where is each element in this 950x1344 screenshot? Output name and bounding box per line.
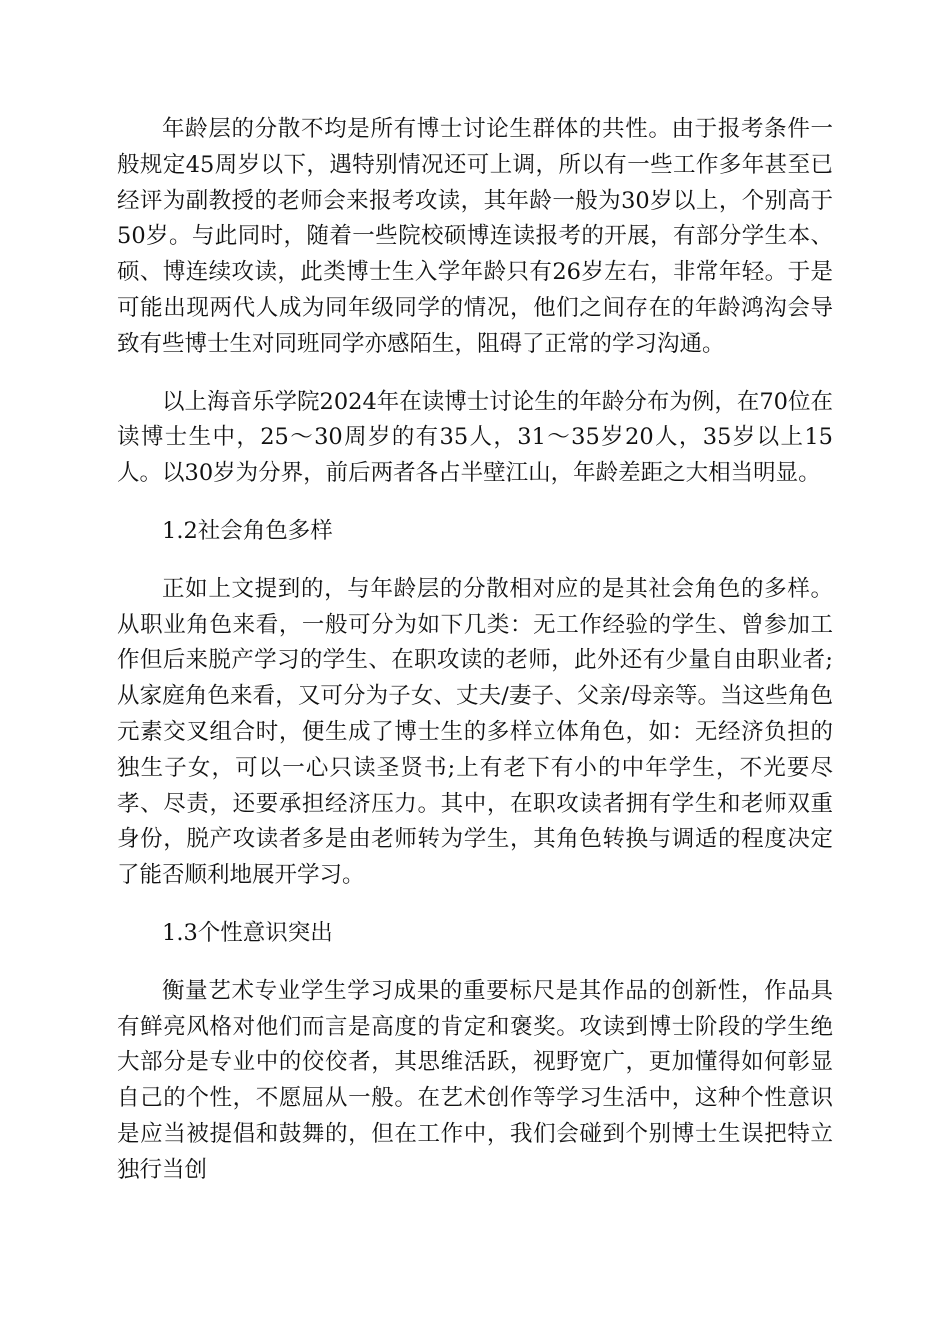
paragraph-age-example: 以上海音乐学院2024年在读博士讨论生的年龄分布为例，在70位在读博士生中，25～30周岁的有35人，31～35岁20人，35岁以上15人。以30岁为分界，前后两者各占半壁江山，年龄差距之大相当明显。 (117, 388, 833, 487)
section-heading-individuality: 1.3个性意识突出 (162, 919, 333, 946)
paragraph-age-distribution: 年龄层的分散不均是所有博士讨论生群体的共性。由于报考条件一般规定45周岁以下，遇特别情况还可上调，所以有一些工作多年甚至已经评为副教授的老师会来报考攻读，其年龄一般为30岁以上，个别高于50岁。与此同时，随着一些院校硕博连读报考的开展，有部分学生本、硕、博连续攻读，此类博士生入学年龄只有26岁左右，非常年轻。于是可能出现两代人成为同年级同学的情况，他们之间存在的年龄鸿沟会导致有些博士生对同班同学亦感陌生，阻碍了正常的学习沟通。 (117, 116, 833, 357)
paragraph-individuality: 衡量艺术专业学生学习成果的重要标尺是其作品的创新性，作品具有鲜亮风格对他们而言是高度的肯定和褒奖。攻读到博士阶段的学生绝大部分是专业中的佼佼者，其思维活跃，视野宽广，更加懂得如何彰显自己的个性，不愿屈从一般。在艺术创作等学习生活中，这种个性意识是应当被提倡和鼓舞的，但在工作中，我们会碰到个别博士生误把特立独行当创 (117, 977, 833, 1183)
document-page (117, 112, 833, 1211)
section-heading-social-roles: 1.2社会角色多样 (162, 517, 333, 544)
paragraph-social-roles: 正如上文提到的，与年龄层的分散相对应的是其社会角色的多样。从职业角色来看，一般可分为如下几类：无工作经验的学生、曾参加工作但后来脱产学习的学生、在职攻读的老师，此外还有少量自由职业者;从家庭角色来看，又可分为子女、丈夫/妻子、父亲/母亲等。当这些角色元素交叉组合时，便生成了博士生的多样立体角色，如：无经济负担的独生子女，可以一心只读圣贤书;上有老下有小的中年学生，不光要尽孝、尽责，还要承担经济压力。其中，在职攻读者拥有学生和老师双重身份，脱产攻读者多是由老师转为学生，其角色转换与调适的程度决定了能否顺利地展开学习。 (117, 575, 833, 889)
